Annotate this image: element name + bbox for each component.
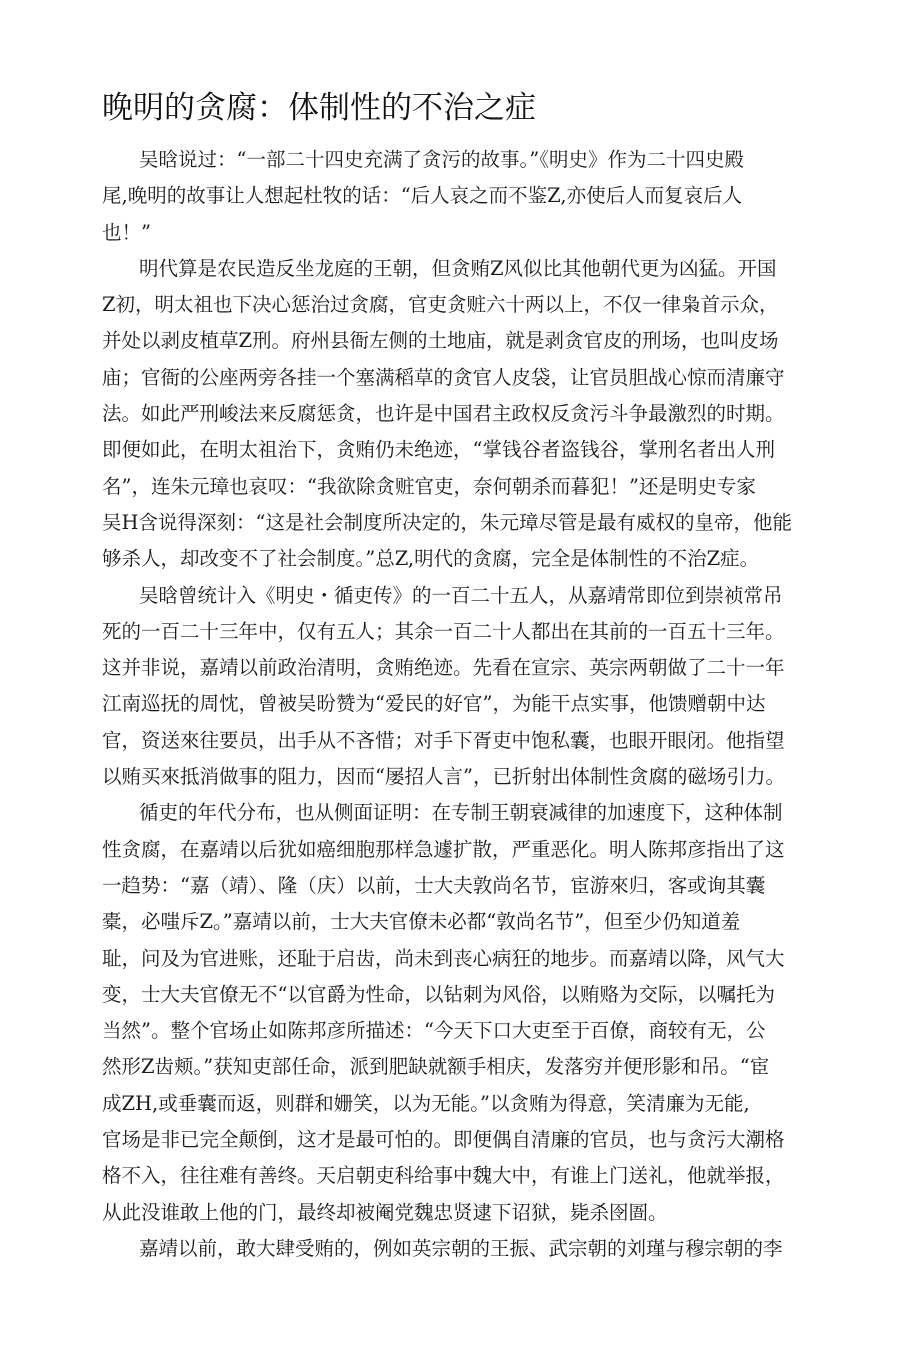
paragraph-line: 尾,晚明的故事让人想起杜牧的话：“后人哀之而不鉴Z,亦使后人而复哀后人	[102, 184, 743, 208]
paragraph-line: 名”，连朱元璋也哀叹：“我欲除贪赃官吏，奈何朝杀而暮犯！”还是明史专家	[102, 474, 756, 498]
paragraph-line: 成ZH,或垂囊而返，则群和姗笑，以为无能。”以贪贿为得意，笑清廉为无能,	[102, 1091, 750, 1115]
paragraph-line: 循吏的年代分布，也从侧面证明：在专制王朝衰减律的加速度下，这种体制	[139, 801, 783, 825]
paragraph	[102, 251, 822, 578]
document-body	[102, 142, 822, 1267]
paragraph-line: 吴晗说过：“一部二十四史充满了贪污的故事。”《明史》作为二十四史殿	[139, 148, 744, 171]
paragraph-line: 从此没谁敢上他的门，最终却被阉党魏忠贤逮下诏狱，毙杀囹圄。	[102, 1200, 668, 1224]
paragraph-line: 这并非说，嘉靖以前政治清明，贪贿绝迹。先看在宣宗、英宗两朝做了二十一年	[102, 656, 785, 680]
paragraph-line: Z初，明太祖也下决心惩治过贪腐，官吏贪赃六十两以上，不仅一律枭首示众，	[102, 293, 779, 317]
paragraph-line: 官场是非已完全颠倒，这才是最可怕的。即便偶自清廉的官员，也与贪污大潮格	[102, 1128, 785, 1152]
paragraph-line: 并处以剥皮植草Z刑。府州县衙左侧的土地庙，就是剥贪官皮的刑场，也叫皮场	[102, 329, 779, 353]
paragraph-line: 以贿买來抵消做事的阻力，因而“屡招人言”，已折射出体制性贪腐的磁场引力。	[102, 765, 785, 789]
paragraph-line: 够杀人，却改变不了社会制度。”总Z,明代的贪腐，完全是体制性的不治Z症。	[102, 547, 760, 571]
paragraph-line: 即便如此，在明太祖治下，贪贿仍未绝迹，“掌钱谷者盗钱谷，掌刑名者出人刑	[102, 438, 775, 462]
paragraph-line: 官，资送來往要员，出手从不吝惜；对手下胥吏中饱私囊，也眼开眼闭。他指望	[102, 728, 785, 752]
paragraph-line: 吴H含说得深刻：“这是社会制度所决定的，朱元璋尽管是最有威权的皇帝，他能	[102, 510, 792, 534]
paragraph-line: 也！”	[102, 220, 151, 244]
paragraph-line: 庙；官衙的公座两旁各挂一个塞满稻草的贪官人皮袋，让官员胆战心惊而清廉守	[102, 365, 785, 389]
paragraph-line: 橐，必嗤斥Z。”嘉靖以前，士大夫官僚未必都“敦尚名节”，但至少仍知道羞	[102, 910, 741, 934]
document-title: 晚明的贪腐：体制性的不治之症	[102, 90, 536, 126]
paragraph-line: 变，士大夫官僚无不“以官爵为性命，以钻刺为风俗，以贿赂为交际，以嘱托为	[102, 982, 775, 1006]
paragraph-line: 吴晗曾统计入《明史・循吏传》的一百二十五人，从嘉靖常即位到崇祯常吊	[139, 583, 783, 607]
paragraph	[102, 1231, 822, 1267]
paragraph-line: 一趋势：“嘉（靖）、隆（庆）以前，士大夫敦尚名节，宦游來归，客或询其囊	[102, 873, 766, 897]
paragraph-line: 明代算是农民造反坐龙庭的王朝，但贪贿Z风似比其他朝代更为凶猛。开国	[139, 256, 777, 280]
paragraph-line: 耻，问及为官进账，还耻于启齿，尚未到丧心病狂的地步。而嘉靖以降，风气大	[102, 946, 785, 970]
paragraph-line: 然形Z齿颊。”获知吏部任命，派到肥缺就额手相庆，发落穷并便形影和吊。“宦	[102, 1055, 770, 1079]
paragraph-line: 格不入，往往难有善终。天启朝吏科给事中魏大中，有谁上门送礼，他就举报，	[102, 1164, 785, 1188]
paragraph-line: 嘉靖以前，敢大肆受贿的，例如英宗朝的王振、武宗朝的刘瑾与穆宗朝的李	[139, 1236, 783, 1260]
paragraph-line: 性贪腐，在嘉靖以后犹如癌细胞那样急遽扩散，严重恶化。明人陈邦彦指出了这	[102, 837, 785, 861]
paragraph-line: 当然”。整个官场止如陈邦彦所描述：“今天下口大吏至于百僚，商较有无，公	[102, 1019, 766, 1043]
paragraph	[102, 578, 822, 796]
paragraph	[102, 142, 822, 251]
paragraph-line: 江南巡抚的周忱，曾被吴昐赞为“爱民的好官”，为能干点实事，他馈赠朝中达	[102, 692, 766, 716]
paragraph	[102, 795, 822, 1231]
paragraph-line: 法。如此严刑峻法来反腐惩贪，也许是中国君主政权反贪污斗争最激烈的时期。	[102, 402, 785, 426]
paragraph-line: 死的一百二十三年中，仅有五人；其余一百二十人都出在其前的一百五十三年。	[102, 619, 785, 643]
